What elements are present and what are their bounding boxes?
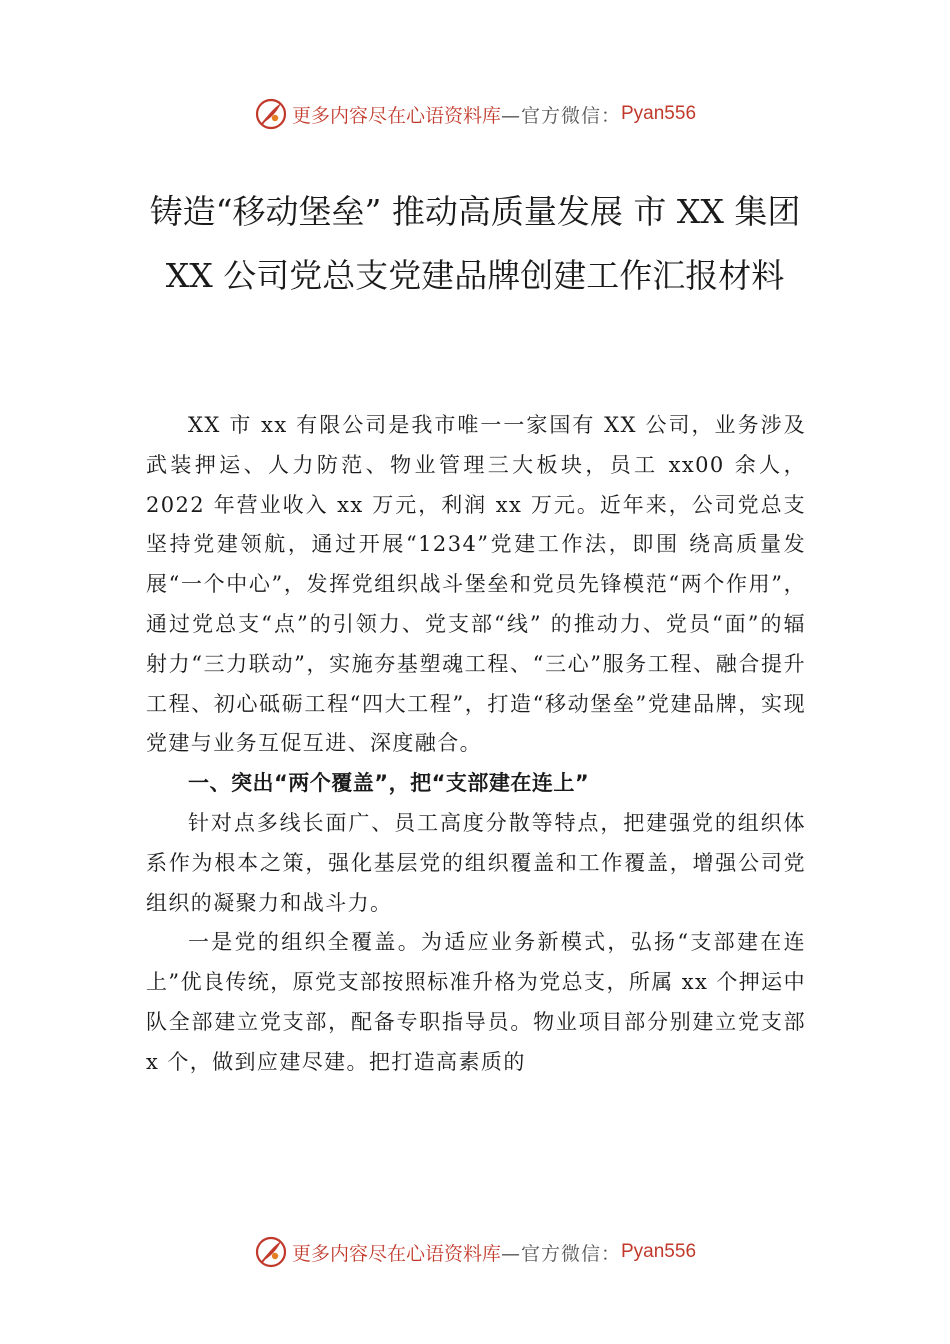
document-body [146, 406, 806, 1083]
quill-logo-icon [254, 1235, 288, 1269]
watermark-brand: 更多内容尽在心语资料库 [291, 104, 501, 127]
intro-paragraph: XX 市 xx 有限公司是我市唯一一家国有 XX 公司，业务涉及武装押运、人力防范、物业管理三大板块，员工 xx00 余人，2022 年营业收入 xx 万元，利润 xx 万元。近年来，公司党总支坚持党建领航，通过开展“1234”党建工作法，即围 绕高质量发展“一个中心”，发挥党组织战斗堡垒和党员先锋模范“两个作用”，通过党总支“点”的引领力、党支部“线” 的推动力、党员“面”的辐射力“三力联动”，实施夯基塑魂工程、“三心”服务工程、融合提升工程、初心砥砺工程“四大工程”，打造“移动堡垒”党建品牌，实现党建与业务互促互进、深度融合。 [146, 413, 806, 756]
watermark-wechat-id: Pyan556 [621, 1241, 697, 1262]
watermark-footer [0, 1232, 950, 1272]
watermark-brand: 更多内容尽在心语资料库 [291, 1242, 501, 1265]
watermark-wechat-id: Pyan556 [621, 103, 697, 124]
watermark-label: —官方微信： [500, 104, 621, 127]
watermark-label: —官方微信： [500, 1242, 621, 1265]
quill-logo-icon [254, 97, 288, 131]
section-1-paragraph-1: 针对点多线长面广、员工高度分散等特点，把建强党的组织体系作为根本之策，强化基层党的组织覆盖和工作覆盖，增强公司党组织的凝聚力和战斗力。 [146, 810, 806, 915]
section-heading-1: 一、突出“两个覆盖”，把“支部建在连上” [188, 771, 590, 796]
section-1-paragraph-2: 一是党的组织全覆盖。为适应业务新模式，弘扬“支部建在连上”优良传统，原党支部按照标准升格为党总支，所属 xx 个押运中队全部建立党支部，配备专职指导员。物业项目部分别建立党支部 x 个，做到应建尽建。把打造高素质的 [146, 930, 806, 1074]
document-title: 铸造“移动堡垒” 推动高质量发展 市 XX 集团 XX 公司党总支党建品牌创建工作汇报材料 [149, 192, 801, 295]
watermark-header [0, 94, 950, 134]
